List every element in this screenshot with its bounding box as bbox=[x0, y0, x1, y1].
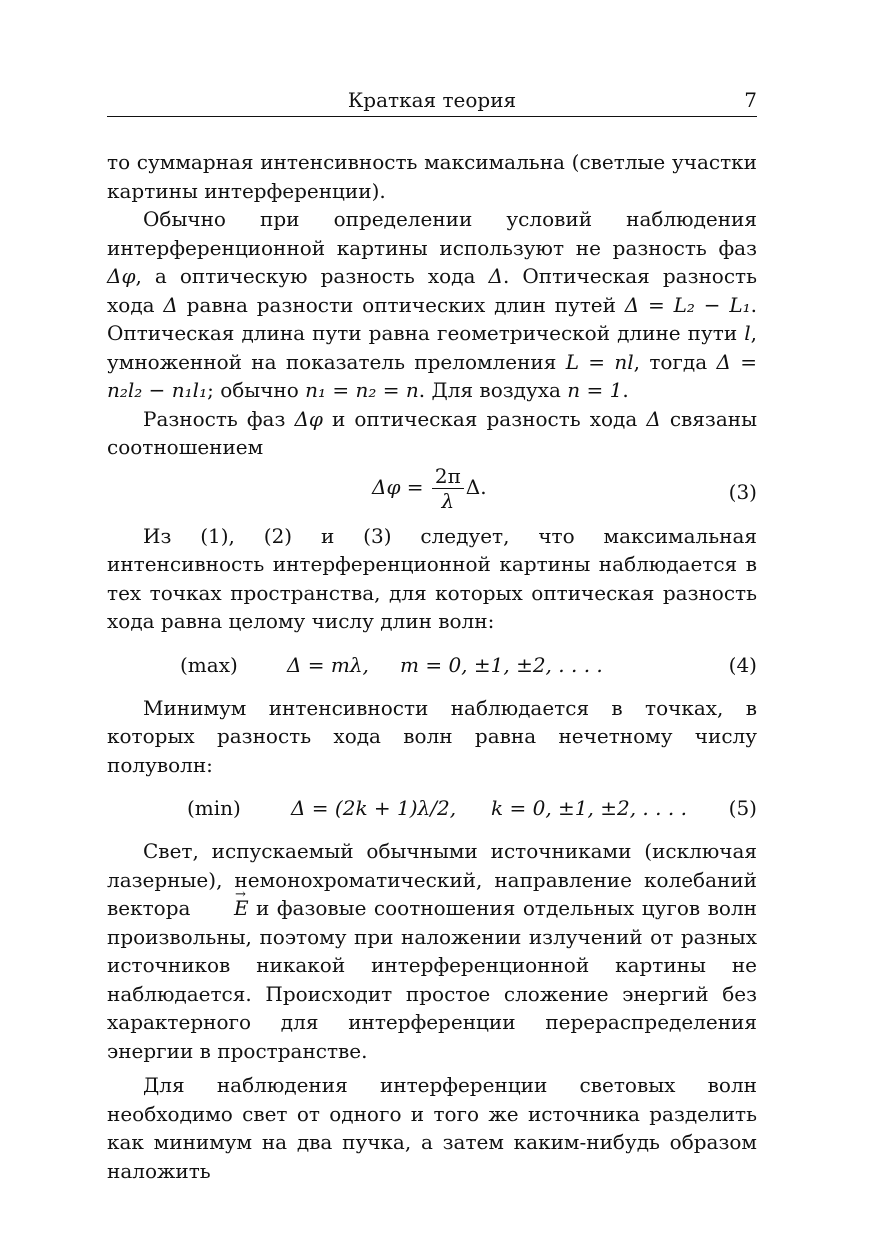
math-inline: l bbox=[744, 321, 751, 345]
text: и оптическая разность хода bbox=[322, 406, 647, 431]
paragraph-6 bbox=[107, 837, 757, 1065]
paragraph-7: Для наблюдения интерференции световых волн необходимо свет от одного и того же источника разделить как минимум на два пучка, а затем каким-нибудь образом наложить bbox=[107, 1073, 757, 1183]
math-inline: n₁ = n₂ = n bbox=[305, 378, 419, 402]
math-inline: Δ = n₂l₂ − n₁l₁ bbox=[107, 349, 758, 402]
math-inline: Δ bbox=[646, 406, 661, 431]
equation-5-tag: (min) bbox=[187, 796, 241, 820]
text: , умноженной на показатель преломления bbox=[107, 321, 757, 374]
equation-5-condition: k = 0, ±1, ±2, . . . . bbox=[491, 796, 687, 820]
text: Обычно при определении условий наблюдения интерференционной картины используют не разность фаз bbox=[107, 207, 757, 260]
text: равна разности оптических длин путей bbox=[177, 292, 625, 317]
equation-4-formula: Δ = mλ, bbox=[287, 652, 369, 677]
equation-5 bbox=[107, 779, 757, 837]
fraction-numerator: 2π bbox=[432, 464, 464, 489]
eq3-lhs: Δφ = bbox=[372, 474, 424, 499]
text: ; обычно bbox=[207, 378, 306, 402]
equation-4 bbox=[107, 636, 757, 694]
math-inline: Δ = L₂ − L₁ bbox=[624, 292, 751, 317]
equation-3-formula bbox=[372, 464, 487, 513]
equation-4-tag: (max) bbox=[180, 652, 238, 677]
text: и фазовые соотношения отдельных цугов волн произвольны, поэтому при наложении излучений от разных источников никакой интерференционной картины не наблюдается. Происходит простое сложение энергий без характерного для интерференции перераспределения энергии в пространстве. bbox=[107, 896, 757, 1063]
vector-e: → E bbox=[198, 894, 249, 923]
fraction-denominator: λ bbox=[441, 488, 455, 513]
text: . Оптическая длина пути равна геометрической длине пути bbox=[107, 292, 757, 345]
math-inline: Δ bbox=[163, 292, 178, 317]
text: , тогда bbox=[633, 349, 717, 374]
equation-3-number: (3) bbox=[728, 479, 757, 504]
math-inline: Δφ bbox=[107, 264, 136, 288]
text: связаны соотношением bbox=[107, 406, 758, 459]
page-number: 7 bbox=[744, 88, 757, 112]
math-inline: Δφ bbox=[294, 406, 323, 431]
text: Свет, испускаемый обычными источниками (исключая лазерные), немонохроматический, направление колебаний вектора bbox=[107, 839, 757, 920]
text: , а оптическую разность хода bbox=[135, 264, 489, 288]
equation-4-condition: m = 0, ±1, ±2, . . . . bbox=[400, 652, 603, 677]
running-header bbox=[107, 86, 757, 117]
eq3-rhs: Δ. bbox=[465, 474, 487, 499]
math-inline: L = nl bbox=[565, 349, 634, 374]
equation-3 bbox=[107, 462, 757, 522]
paragraph-2 bbox=[107, 205, 757, 405]
equation-5-formula: Δ = (2k + 1)λ/2, bbox=[291, 796, 457, 820]
math-inline: Δ bbox=[488, 264, 503, 288]
paragraph-5: Минимум интенсивности наблюдается в точках, в которых разность хода волн равна нечетному числу полуволн: bbox=[107, 695, 757, 777]
text: . bbox=[622, 378, 629, 402]
equation-5-number: (5) bbox=[728, 796, 757, 820]
text: Разность фаз bbox=[143, 406, 295, 431]
text: . Для воздуха bbox=[418, 378, 568, 402]
paragraph-1: то суммарная интенсивность максимальна (светлые участки картины интерференции). bbox=[107, 150, 757, 203]
text-body bbox=[107, 148, 757, 1185]
math-inline: n = 1 bbox=[567, 378, 623, 402]
paragraph-3 bbox=[107, 405, 757, 462]
text: . Оптическая разность хода bbox=[107, 264, 758, 317]
header-title: Краткая теория bbox=[347, 88, 517, 112]
fraction bbox=[432, 464, 464, 513]
equation-4-number: (4) bbox=[728, 652, 757, 677]
paragraph-4: Из (1), (2) и (3) следует, что максимальная интенсивность интерференционной картины наблюдается в тех точках пространства, для которых оптическая разность хода равна целому числу длин волн: bbox=[107, 523, 757, 633]
